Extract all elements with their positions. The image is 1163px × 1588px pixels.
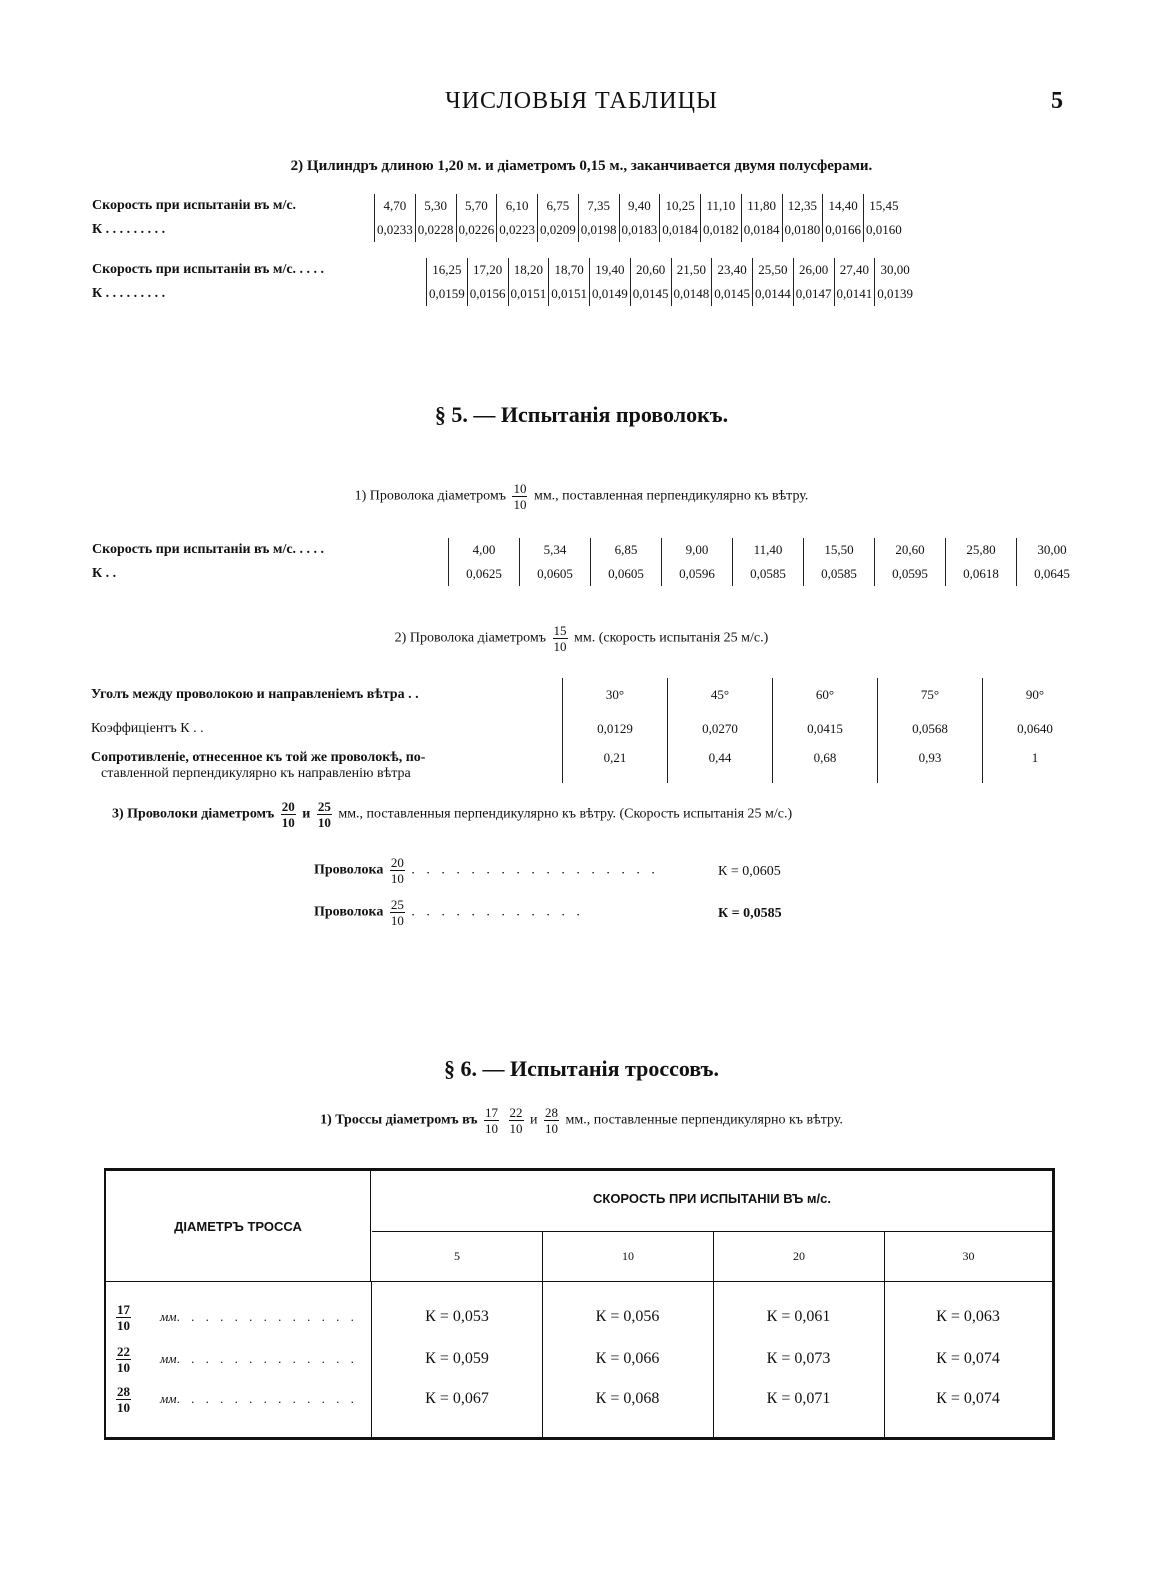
- k-cell: К = 0,073: [766, 1350, 831, 1367]
- speed-cell: 4,70: [375, 194, 416, 218]
- k-cell: 0,0145: [712, 282, 753, 306]
- k-label: К . . . . . . . . .: [92, 222, 166, 237]
- fraction-denominator: 10: [117, 1317, 130, 1333]
- cylinder-caption: 2) Цилиндръ длиною 1,20 м. и діаметромъ 0,15 м., заканчивается двумя полусферами.: [290, 158, 873, 174]
- wire3-item-label: Проволока: [314, 862, 384, 878]
- speed-cell: 5,30: [415, 194, 456, 218]
- k-cell: 0,0151: [549, 282, 590, 306]
- leader-dots: . . . . . . . . . . . . .: [176, 1309, 358, 1324]
- table-row: [106, 1379, 1052, 1419]
- fraction-numerator: 28: [117, 1383, 130, 1399]
- speed-cell: 6,75: [538, 194, 579, 218]
- angle-label: Уголъ между проволокою и направленіемъ вѣтра . .: [91, 687, 419, 702]
- fraction: [116, 1303, 131, 1332]
- fraction-denominator: 10: [545, 1121, 559, 1136]
- wire3-item-label: Проволока: [314, 904, 384, 920]
- resist-cell: 0,68: [773, 746, 878, 783]
- table-row: [90, 538, 1087, 562]
- speed-cell: 9,00: [662, 538, 733, 562]
- fraction-numerator: 25: [317, 799, 331, 814]
- table-row: [90, 678, 1087, 712]
- table-row: [90, 746, 1087, 783]
- fraction-denominator: 10: [553, 639, 567, 654]
- header-bottom-rule: [106, 1281, 1052, 1282]
- speed-label: Скорость при испытаніи въ м/с. . . . .: [92, 262, 325, 277]
- k-cell: 0,0228: [415, 218, 456, 242]
- fraction: [484, 1106, 499, 1135]
- k-cell: 0,0144: [753, 282, 794, 306]
- k-cell: 0,0585: [804, 562, 875, 586]
- coef-cell: 0,0129: [563, 712, 668, 746]
- k-cell: 0,0184: [741, 218, 782, 242]
- speed-cell: 14,40: [823, 194, 864, 218]
- leader-dots: . . . . . . . . . . . . .: [176, 1351, 358, 1366]
- cables-caption-post: мм., поставленные перпендикулярно къ вѣтру.: [565, 1112, 843, 1128]
- coef-cell: 0,0568: [878, 712, 983, 746]
- k-cell: К = 0,066: [595, 1350, 660, 1367]
- fraction-numerator: 20: [390, 855, 404, 870]
- k-cell: 0,0223: [497, 218, 538, 242]
- wire3-caption-pre: 3) Проволоки діаметромъ: [112, 806, 275, 822]
- wire3-item-value: К = 0,0605: [718, 864, 781, 879]
- wire3-item: [314, 898, 584, 927]
- fraction: [512, 482, 527, 511]
- fraction-denominator: 10: [485, 1121, 499, 1136]
- diameter-cell: [106, 1303, 372, 1332]
- k-cell: К = 0,061: [766, 1308, 831, 1325]
- fraction-numerator: 15: [553, 623, 567, 638]
- coef-cell: 0,0415: [773, 712, 878, 746]
- resist-label-line-1: Сопротивленіе, отнесенное къ той же проволокѣ, по-: [91, 750, 426, 765]
- fraction-denominator: 10: [390, 871, 404, 886]
- table-row: [106, 1339, 1052, 1379]
- speed-cell: 19,40: [590, 258, 631, 282]
- speed-cell: 18,20: [508, 258, 549, 282]
- speed-cell: 10,25: [660, 194, 701, 218]
- leader-dots: . . . . . . . . . . . . .: [176, 1391, 358, 1406]
- table-row: [90, 218, 904, 242]
- speed-col-10: 10: [543, 1231, 714, 1281]
- speed-cell: 15,45: [864, 194, 904, 218]
- cylinder-table-2: [90, 258, 915, 306]
- k-cell: 0,0596: [662, 562, 733, 586]
- k-cell: 0,0625: [449, 562, 520, 586]
- fraction: [544, 1106, 559, 1135]
- wire1-table: [90, 538, 1087, 586]
- wire1-caption: [0, 482, 1163, 511]
- speed-cell: 25,80: [946, 538, 1017, 562]
- resist-cell: 0,93: [878, 746, 983, 783]
- fraction: [317, 800, 332, 829]
- fraction: [116, 1345, 131, 1374]
- k-cell: 0,0160: [864, 218, 904, 242]
- k-cell: 0,0585: [733, 562, 804, 586]
- k-cell: 0,0182: [701, 218, 742, 242]
- resist-cell: 1: [983, 746, 1088, 783]
- k-cell: 0,0141: [834, 282, 875, 306]
- k-cell: К = 0,074: [936, 1390, 1000, 1407]
- speed-cell: 7,35: [578, 194, 619, 218]
- speed-cell: 6,10: [497, 194, 538, 218]
- fraction-numerator: 22: [117, 1343, 130, 1359]
- unit-label: мм: [160, 1309, 177, 1324]
- diameter-cell: [106, 1385, 372, 1414]
- fraction-numerator: 22: [509, 1105, 523, 1120]
- wire1-caption-post: мм., поставленная перпендикулярно къ вѣтру.: [533, 488, 809, 504]
- speed-cell: 26,00: [793, 258, 834, 282]
- speed-cell: 27,40: [834, 258, 875, 282]
- wire1-caption-pre: 1) Проволока діаметромъ: [354, 488, 506, 504]
- angle-cell: 30°: [563, 678, 668, 712]
- speed-cell: 30,00: [875, 258, 915, 282]
- k-cell: К = 0,071: [766, 1390, 831, 1407]
- k-cell: 0,0156: [467, 282, 508, 306]
- speed-cell: 23,40: [712, 258, 753, 282]
- fraction-numerator: 28: [545, 1105, 559, 1120]
- unit-label: мм: [160, 1391, 177, 1406]
- leader-dots: . . . . . . . . . . . .: [411, 904, 584, 920]
- table-row: [90, 258, 915, 282]
- k-cell: 0,0147: [793, 282, 834, 306]
- coef-cell: 0,0270: [668, 712, 773, 746]
- wire2-caption-post: мм. (скорость испытанія 25 м/с.): [574, 630, 769, 646]
- diameter-header: ДІАМЕТРЪ ТРОССА: [106, 1171, 371, 1281]
- k-cell: К = 0,068: [595, 1390, 660, 1407]
- k-cell: К = 0,059: [425, 1350, 489, 1367]
- k-cell: 0,0151: [508, 282, 549, 306]
- k-cell: 0,0145: [630, 282, 671, 306]
- speed-cell: 16,25: [427, 258, 468, 282]
- k-cell: 0,0595: [875, 562, 946, 586]
- speed-cell: 5,34: [520, 538, 591, 562]
- wire3-item-value: К = 0,0585: [718, 906, 782, 921]
- k-cell: 0,0148: [671, 282, 712, 306]
- speed-cell: 9,40: [619, 194, 660, 218]
- and-word: и: [530, 1112, 538, 1128]
- resist-cell: 0,21: [563, 746, 668, 783]
- fraction: [116, 1385, 131, 1414]
- speed-cell: 6,85: [591, 538, 662, 562]
- fraction-numerator: 25: [390, 897, 404, 912]
- k-cell: 0,0149: [590, 282, 631, 306]
- fraction-denominator: 10: [390, 913, 404, 928]
- angle-cell: 60°: [773, 678, 878, 712]
- unit-label: мм: [160, 1351, 177, 1366]
- fraction: [390, 856, 405, 885]
- speed-col-30: 30: [962, 1248, 975, 1263]
- k-cell: К = 0,056: [595, 1308, 660, 1325]
- k-cell: К = 0,053: [425, 1308, 489, 1325]
- fraction-numerator: 17: [117, 1301, 130, 1317]
- speed-cell: 11,10: [701, 194, 742, 218]
- fraction-numerator: 17: [485, 1105, 499, 1120]
- diameter-cell: [106, 1345, 372, 1374]
- angle-cell: 75°: [878, 678, 983, 712]
- speed-cell: 18,70: [549, 258, 590, 282]
- wire2-caption-pre: 2) Проволока діаметромъ: [394, 630, 546, 646]
- resist-label: [90, 746, 563, 783]
- cylinder-table-1: [90, 194, 904, 242]
- wire3-caption-post: мм., поставленныя перпендикулярно къ вѣтру. (Скорость испытанія 25 м/с.): [338, 806, 793, 822]
- wire2-table: [90, 678, 1087, 783]
- coef-label: Коэффиціентъ К . .: [91, 721, 204, 736]
- leader-dots: . . . . . . . . . . . . . . . . .: [411, 862, 659, 878]
- fraction-numerator: 10: [513, 481, 527, 496]
- speed-cell: 15,50: [804, 538, 875, 562]
- speed-cell: 5,70: [456, 194, 497, 218]
- wire3-caption: [112, 800, 1072, 829]
- speed-cell: 21,50: [671, 258, 712, 282]
- speed-cell: 25,50: [753, 258, 794, 282]
- k-cell: 0,0645: [1017, 562, 1088, 586]
- k-cell: 0,0618: [946, 562, 1017, 586]
- k-cell: 0,0159: [427, 282, 468, 306]
- section-6-title: § 6. — Испытанія троссовъ.: [444, 1056, 719, 1081]
- k-cell: К = 0,063: [936, 1308, 1000, 1325]
- fraction-denominator: 10: [281, 815, 295, 830]
- fraction-denominator: 10: [117, 1399, 130, 1415]
- speed-header: СКОРОСТЬ ПРИ ИСПЫТАНІИ ВЪ м/с.: [593, 1191, 831, 1206]
- k-cell: 0,0226: [456, 218, 497, 242]
- resist-label-line-2: ставленной перпендикулярно къ направленію вѣтра: [101, 766, 411, 781]
- speed-cell: 20,60: [630, 258, 671, 282]
- speed-label: Скорость при испытаніи въ м/с.: [92, 198, 297, 213]
- speed-cell: 12,35: [782, 194, 823, 218]
- speed-cell: 20,60: [875, 538, 946, 562]
- fraction-numerator: 20: [281, 799, 295, 814]
- angle-cell: 45°: [668, 678, 773, 712]
- k-cell: 0,0233: [375, 218, 416, 242]
- fraction-denominator: 10: [117, 1359, 130, 1375]
- angle-cell: 90°: [983, 678, 1088, 712]
- cables-caption-pre: 1) Троссы діаметромъ въ: [320, 1112, 478, 1128]
- k-cell: 0,0139: [875, 282, 915, 306]
- wire3-item: [314, 856, 659, 885]
- fraction: [390, 898, 405, 927]
- k-cell: 0,0184: [660, 218, 701, 242]
- speed-col-5: 5: [372, 1231, 543, 1281]
- k-cell: 0,0166: [823, 218, 864, 242]
- table-row: [90, 194, 904, 218]
- fraction-denominator: 10: [317, 815, 331, 830]
- k-cell: 0,0209: [538, 218, 579, 242]
- speed-cell: 11,40: [733, 538, 804, 562]
- page-title: ЧИСЛОВЫЯ ТАБЛИЦЫ: [445, 88, 718, 114]
- speed-col-20: 20: [714, 1231, 885, 1281]
- k-cell: 0,0180: [782, 218, 823, 242]
- speed-cell: 17,20: [467, 258, 508, 282]
- coef-cell: 0,0640: [983, 712, 1088, 746]
- wire2-caption: [0, 624, 1163, 653]
- speed-cell: 11,80: [741, 194, 782, 218]
- fraction: [281, 800, 296, 829]
- k-cell: 0,0183: [619, 218, 660, 242]
- speed-cell: 30,00: [1017, 538, 1088, 562]
- cables-table-box: [104, 1168, 1055, 1440]
- section-5-title: § 5. — Испытанія проволокъ.: [434, 402, 729, 427]
- table-row: [90, 282, 915, 306]
- k-label: К . . . . . . . . .: [92, 286, 166, 301]
- speed-label: Скорость при испытаніи въ м/с. . . . .: [92, 542, 325, 557]
- fraction-denominator: 10: [513, 497, 527, 512]
- page-number: 5: [1051, 88, 1063, 114]
- fraction: [509, 1106, 524, 1135]
- k-cell: 0,0605: [591, 562, 662, 586]
- fraction-denominator: 10: [509, 1121, 523, 1136]
- table-row: [90, 712, 1087, 746]
- k-cell: 0,0198: [578, 218, 619, 242]
- speed-cell: 4,00: [449, 538, 520, 562]
- resist-cell: 0,44: [668, 746, 773, 783]
- cables-caption: [0, 1106, 1163, 1135]
- k-cell: 0,0605: [520, 562, 591, 586]
- k-label: К . .: [92, 566, 117, 581]
- k-cell: К = 0,067: [425, 1390, 489, 1407]
- k-cell: К = 0,074: [936, 1350, 1000, 1367]
- table-row: [90, 562, 1087, 586]
- and-word: и: [302, 806, 311, 822]
- table-row: [106, 1297, 1052, 1337]
- fraction: [553, 624, 568, 653]
